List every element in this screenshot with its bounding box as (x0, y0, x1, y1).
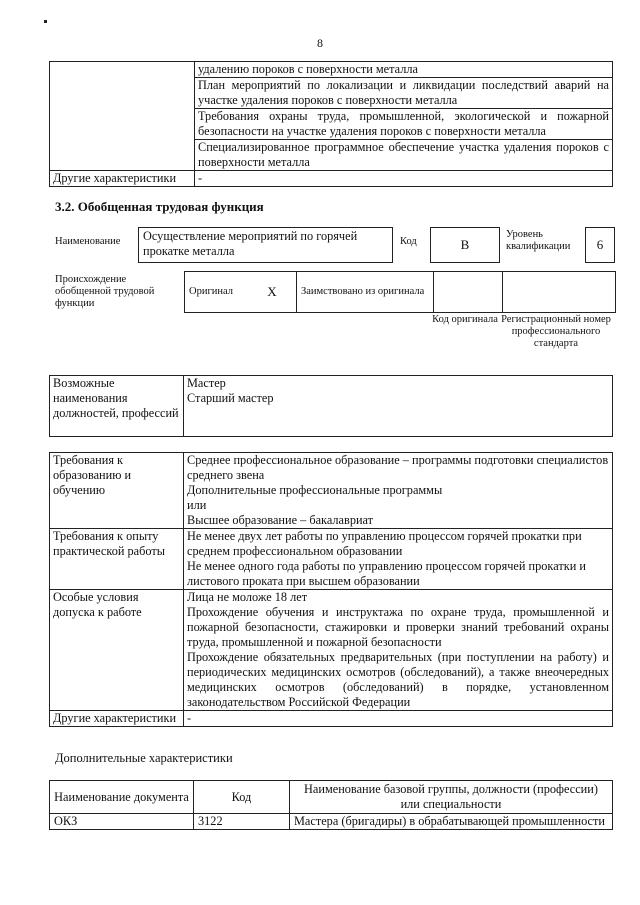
origin-code-cell (434, 272, 503, 313)
empty-label-cell (50, 62, 195, 171)
education-label: Требования к образованию и обучению (50, 453, 184, 529)
origin-reg-cell (503, 272, 616, 313)
special-conditions-values (184, 590, 613, 711)
positions-table (49, 375, 613, 437)
requirement-line: Высшее образование – бакалавриат (187, 513, 374, 527)
table-row (50, 529, 613, 590)
column-header: Наименование базовой группы, должности (профессии) или специальности (290, 781, 613, 814)
level-label: Уровень квалификации (506, 229, 571, 252)
name-label: Наименование (55, 236, 121, 247)
original-label: Оригинал (185, 272, 249, 313)
table-cell: Мастера (бригадиры) в обрабатывающей промышленности (290, 814, 613, 830)
table-cell: 3122 (194, 814, 290, 830)
table-row (50, 376, 613, 437)
other-label: Другие характеристики (50, 171, 195, 187)
origin-table (184, 271, 616, 313)
original-mark: Х (248, 272, 297, 313)
position-item: Мастер (187, 376, 226, 390)
additional-heading: Дополнительные характеристики (55, 751, 233, 765)
code-box (430, 227, 500, 263)
position-item: Старший мастер (187, 391, 274, 405)
code-caption: Код оригинала (432, 314, 498, 325)
experience-values (184, 529, 613, 590)
table-row (185, 272, 616, 313)
column-header: Код (194, 781, 290, 814)
table-row (50, 171, 613, 187)
table-row (50, 814, 613, 830)
positions-values (184, 376, 613, 437)
table-cell: ОКЗ (50, 814, 194, 830)
origin-label: Происхождение обобщенной трудовой функции (55, 274, 155, 309)
table-cell: Специализированное программное обеспечение участка удаления пороков с поверхности металла (195, 140, 613, 171)
column-header: Наименование документа (50, 781, 194, 814)
additional-table (49, 780, 613, 830)
table-cell: Требования охраны труда, промышленной, экологической и пожарной безопасности на участке удаления пороков с поверхности металла (195, 109, 613, 140)
reg-caption: Регистрационный номер профессионального стандарта (501, 314, 611, 349)
table-row (50, 711, 613, 727)
table-header-row (50, 781, 613, 814)
knowledge-table (49, 61, 613, 187)
requirement-line: Среднее профессиональное образование – программы подготовки специалистов среднего звена (187, 453, 609, 482)
borrowed-label: Заимствовано из оригинала (297, 272, 434, 313)
requirement-line: Не менее одного года работы по управлению процессом горячей прокатки и листового проката при высшем образовании (187, 559, 586, 588)
requirement-line: Прохождение обучения и инструктажа по охране труда, промышленной и пожарной безопасности, стажировки и проверки знаний требований охраны труда, промышленной и пожарной безопасности (187, 605, 609, 649)
level-value: 6 (596, 237, 604, 252)
section-heading: 3.2. Обобщенная трудовая функция (55, 199, 264, 214)
education-values (184, 453, 613, 529)
table-row (50, 590, 613, 711)
table-row (50, 62, 613, 78)
requirement-line: Прохождение обязательных предварительных (при поступлении на работу) и периодических медицинских осмотров (обследований), а также внеочередных медицинских осмотров (обследований) в порядке, установленном законодательством Российской Федерации (187, 650, 609, 709)
table-row (50, 453, 613, 529)
other-value: - (195, 171, 613, 187)
function-name-box (138, 227, 393, 263)
other-characteristics-value: - (184, 711, 613, 727)
code-value: В (460, 237, 470, 252)
experience-label: Требования к опыту практической работы (50, 529, 184, 590)
positions-label: Возможные наименования должностей, профессий (50, 376, 184, 437)
requirements-table (49, 452, 613, 727)
requirement-line: Дополнительные профессиональные программы (187, 483, 443, 497)
other-characteristics-label: Другие характеристики (50, 711, 184, 727)
requirement-line: или (187, 498, 207, 512)
table-cell: План мероприятий по локализации и ликвидации последствий аварий на участке удаления пороков с поверхности металла (195, 78, 613, 109)
function-name-value: Осуществление мероприятий по горячей прокатке металла (143, 229, 358, 258)
table-cell: удалению пороков с поверхности металла (195, 62, 613, 78)
requirement-line: Лица не моложе 18 лет (187, 590, 308, 604)
level-box (585, 227, 615, 263)
requirement-line: Не менее двух лет работы по управлению процессом горячей прокатки при среднем профессиональном образовании (187, 529, 582, 558)
special-conditions-label: Особые условия допуска к работе (50, 590, 184, 711)
corner-mark (44, 20, 47, 23)
code-label: Код (400, 236, 417, 247)
page-number: 8 (317, 36, 323, 50)
